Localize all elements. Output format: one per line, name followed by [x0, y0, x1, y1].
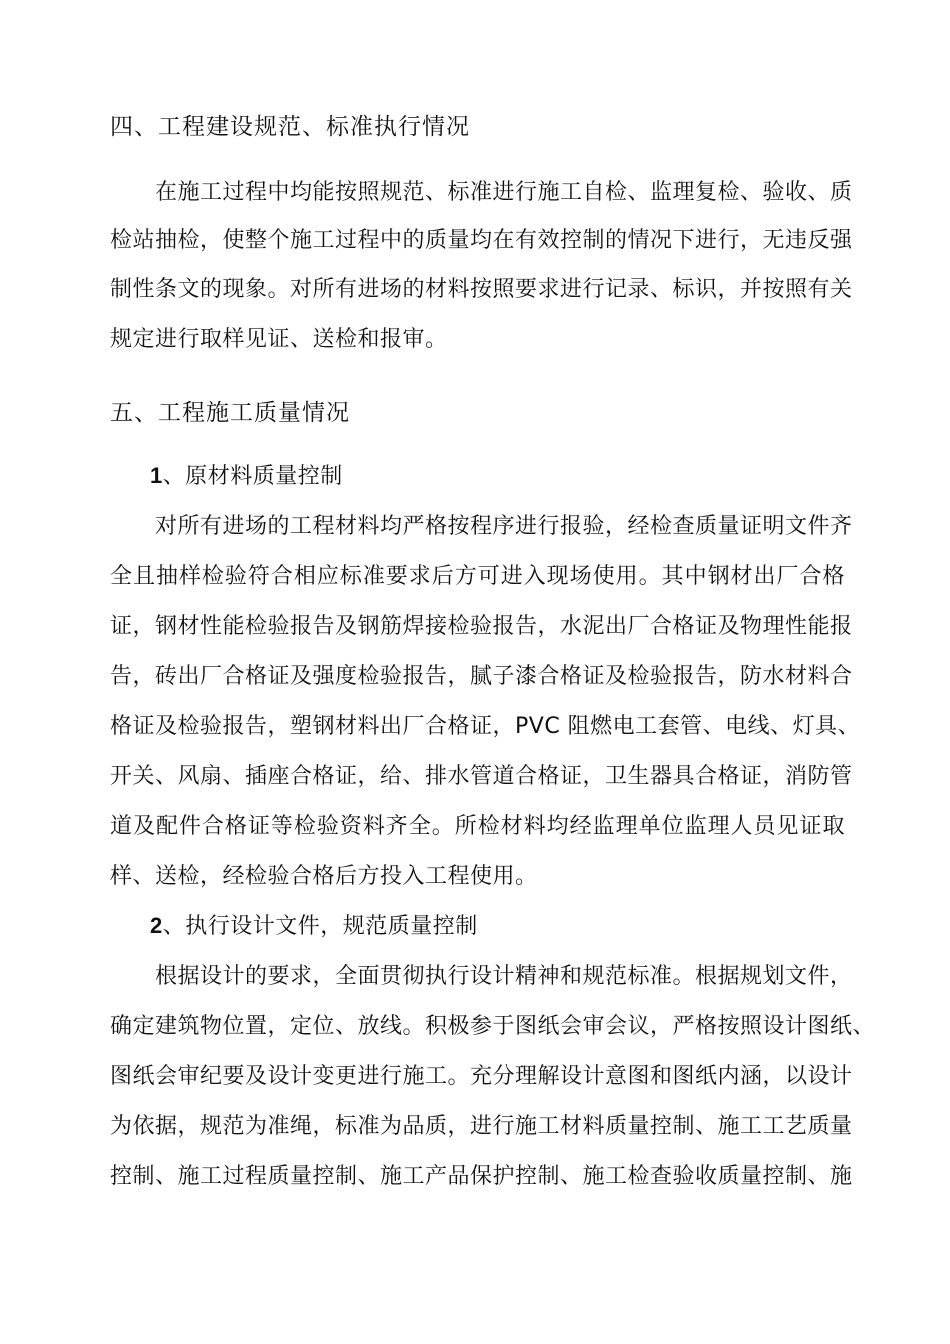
subsection-1-paragraph-line-5: 格证及检验报告，塑钢材料出厂合格证，PVC 阻燃电工套管、电线、灯具、	[110, 714, 861, 739]
section-4-paragraph-line-4: 规定进行取样见证、送检和报审。	[110, 327, 448, 352]
subsection-1-number: 1	[150, 463, 163, 488]
subsection-1-heading	[150, 461, 885, 492]
section-4-heading: 四、工程建设规范、标准执行情况	[110, 114, 470, 140]
subsection-1-paragraph-line-3: 证，钢材性能检验报告及钢筋焊接检验报告，水泥出厂合格证及物理性能报	[110, 614, 853, 639]
subsection-2-paragraph-line-2: 确定建筑物位置，定位、放线。积极参于图纸会审会议，严格按照设计图纸、	[110, 1014, 876, 1039]
subsection-2-number: 2	[150, 913, 163, 938]
subsection-2-paragraph-line-5: 控制、施工过程质量控制、施工产品保护控制、施工检查验收质量控制、施	[110, 1164, 853, 1189]
section-5-heading: 五、工程施工质量情况	[110, 400, 350, 426]
subsection-2-paragraph-line-4: 为依据，规范为准绳，标准为品质，进行施工材料质量控制、施工工艺质量	[110, 1114, 853, 1139]
subsection-1-paragraph-line-1: 对所有进场的工程材料均严格按程序进行报验，经检查质量证明文件齐	[155, 514, 853, 539]
subsection-1-title: 、原材料质量控制	[162, 464, 343, 489]
subsection-1-paragraph-line-2: 全且抽样检验符合相应标准要求后方可进入现场使用。其中钢材出厂合格	[110, 564, 845, 589]
section-4-paragraph-line-3: 制性条文的现象。对所有进场的材料按照要求进行记录、标识，并按照有关	[110, 277, 853, 302]
subsection-1-paragraph-line-4: 告，砖出厂合格证及强度检验报告，腻子漆合格证及检验报告，防水材料合	[110, 664, 853, 689]
subsection-1-paragraph-line-7: 道及配件合格证等检验资料齐全。所检材料均经监理单位监理人员见证取	[110, 814, 845, 839]
section-4-paragraph-line-1: 在施工过程中均能按照规范、标准进行施工自检、监理复检、验收、质	[155, 180, 853, 205]
subsection-1-paragraph-line-6: 开关、风扇、插座合格证，给、排水管道合格证，卫生器具合格证，消防管	[110, 764, 853, 789]
subsection-2-paragraph-line-1: 根据设计的要求，全面贯彻执行设计精神和规范标准。根据规划文件，	[155, 964, 853, 989]
subsection-2-paragraph-line-3: 图纸会审纪要及设计变更进行施工。充分理解设计意图和图纸内涵，以设计	[110, 1064, 853, 1089]
subsection-1-paragraph-line-8: 样、送检，经检验合格后方投入工程使用。	[110, 864, 538, 889]
section-4-paragraph-line-2: 检站抽检，使整个施工过程中的质量均在有效控制的情况下进行，无违反强	[110, 228, 853, 253]
subsection-2-title: 、执行设计文件，规范质量控制	[162, 914, 478, 939]
subsection-2-heading	[150, 911, 885, 942]
